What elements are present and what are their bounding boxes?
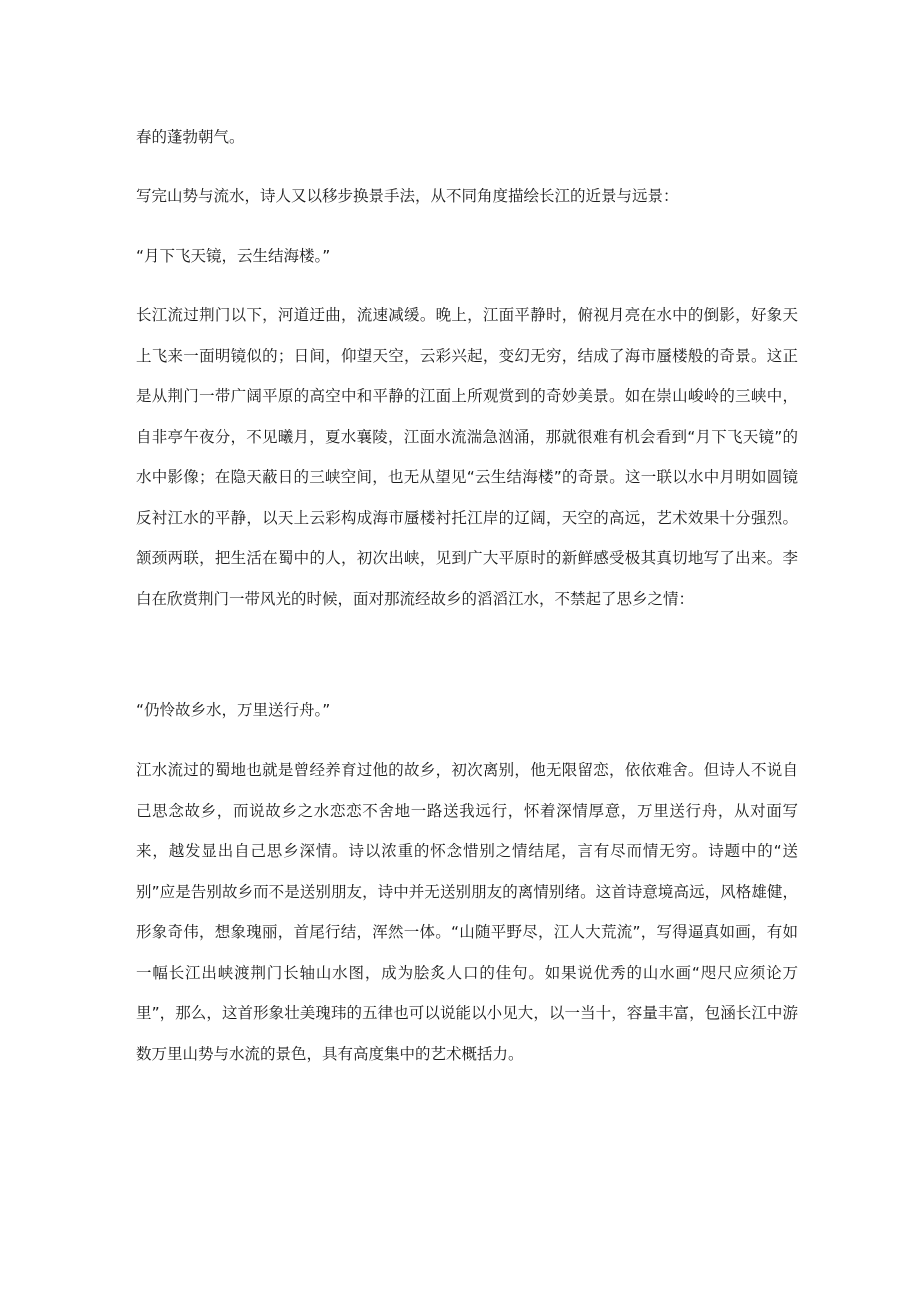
paragraph-4: 江水流过的蜀地也就是曾经养育过他的故乡，初次离别，他无限留恋，依依难舍。但诗人不说自己思念故乡，而说故乡之水恋恋不舍地一路送我远行，怀着深情厚意，万里送行舟，从对面写来，越发显出自己思乡深情。诗以浓重的怀念惜别之情结尾，言有尽而情无穷。诗题中的“送别”应是告别故乡而不是送别朋友，诗中并无送别朋友的离情别绪。这首诗意境高远，风格雄健，形象奇伟，想象瑰丽，首尾行结，浑然一体。“山随平野尽，江人大荒流”，写得逼真如画，有如一幅长江出峡渡荆门长轴山水图，成为脍炙人口的佳句。如果说优秀的山水画“咫尺应须论万里”，那么，这首形象壮美瑰玮的五律也可以说能以小见大，以一当十，容量丰富，包涵长江中游数万里山势与水流的景色，具有高度集中的艺术概括力。 [136, 761, 798, 1063]
poem-quote-2: “仍怜故乡水，万里送行舟。” [136, 701, 331, 719]
paragraph-2: 写完山势与流水，诗人又以移步换景手法，从不同角度描绘长江的近景与远景： [136, 187, 679, 205]
poem-quote-1: “月下飞天镜，云生结海楼。” [136, 247, 331, 265]
paragraph-1: 春的蓬勃朝气。 [136, 128, 245, 146]
paragraph-3: 长江流过荆门以下，河道迂曲，流速减缓。晚上，江面平静时，俯视月亮在水中的倒影，好象天上飞来一面明镜似的；日间，仰望天空，云彩兴起，变幻无穷，结成了海市蜃楼般的奇景。这正是从荆门一带广阔平原的高空中和平静的江面上所观赏到的奇妙美景。如在崇山峻岭的三峡中，自非亭午夜分，不见曦月，夏水襄陵，江面水流湍急汹涌，那就很难有机会看到“月下飞天镜”的水中影像；在隐天蔽日的三峡空间，也无从望见“云生结海楼”的奇景。这一联以水中月明如圆镜反衬江水的平静，以天上云彩构成海市蜃楼衬托江岸的辽阔，天空的高远，艺术效果十分强烈。颔颈两联，把生活在蜀中的人，初次出峡，见到广大平原时的新鲜感受极其真切地写了出来。李白在欣赏荆门一带风光的时候，面对那流经故乡的滔滔江水，不禁起了思乡之情： [136, 306, 798, 608]
